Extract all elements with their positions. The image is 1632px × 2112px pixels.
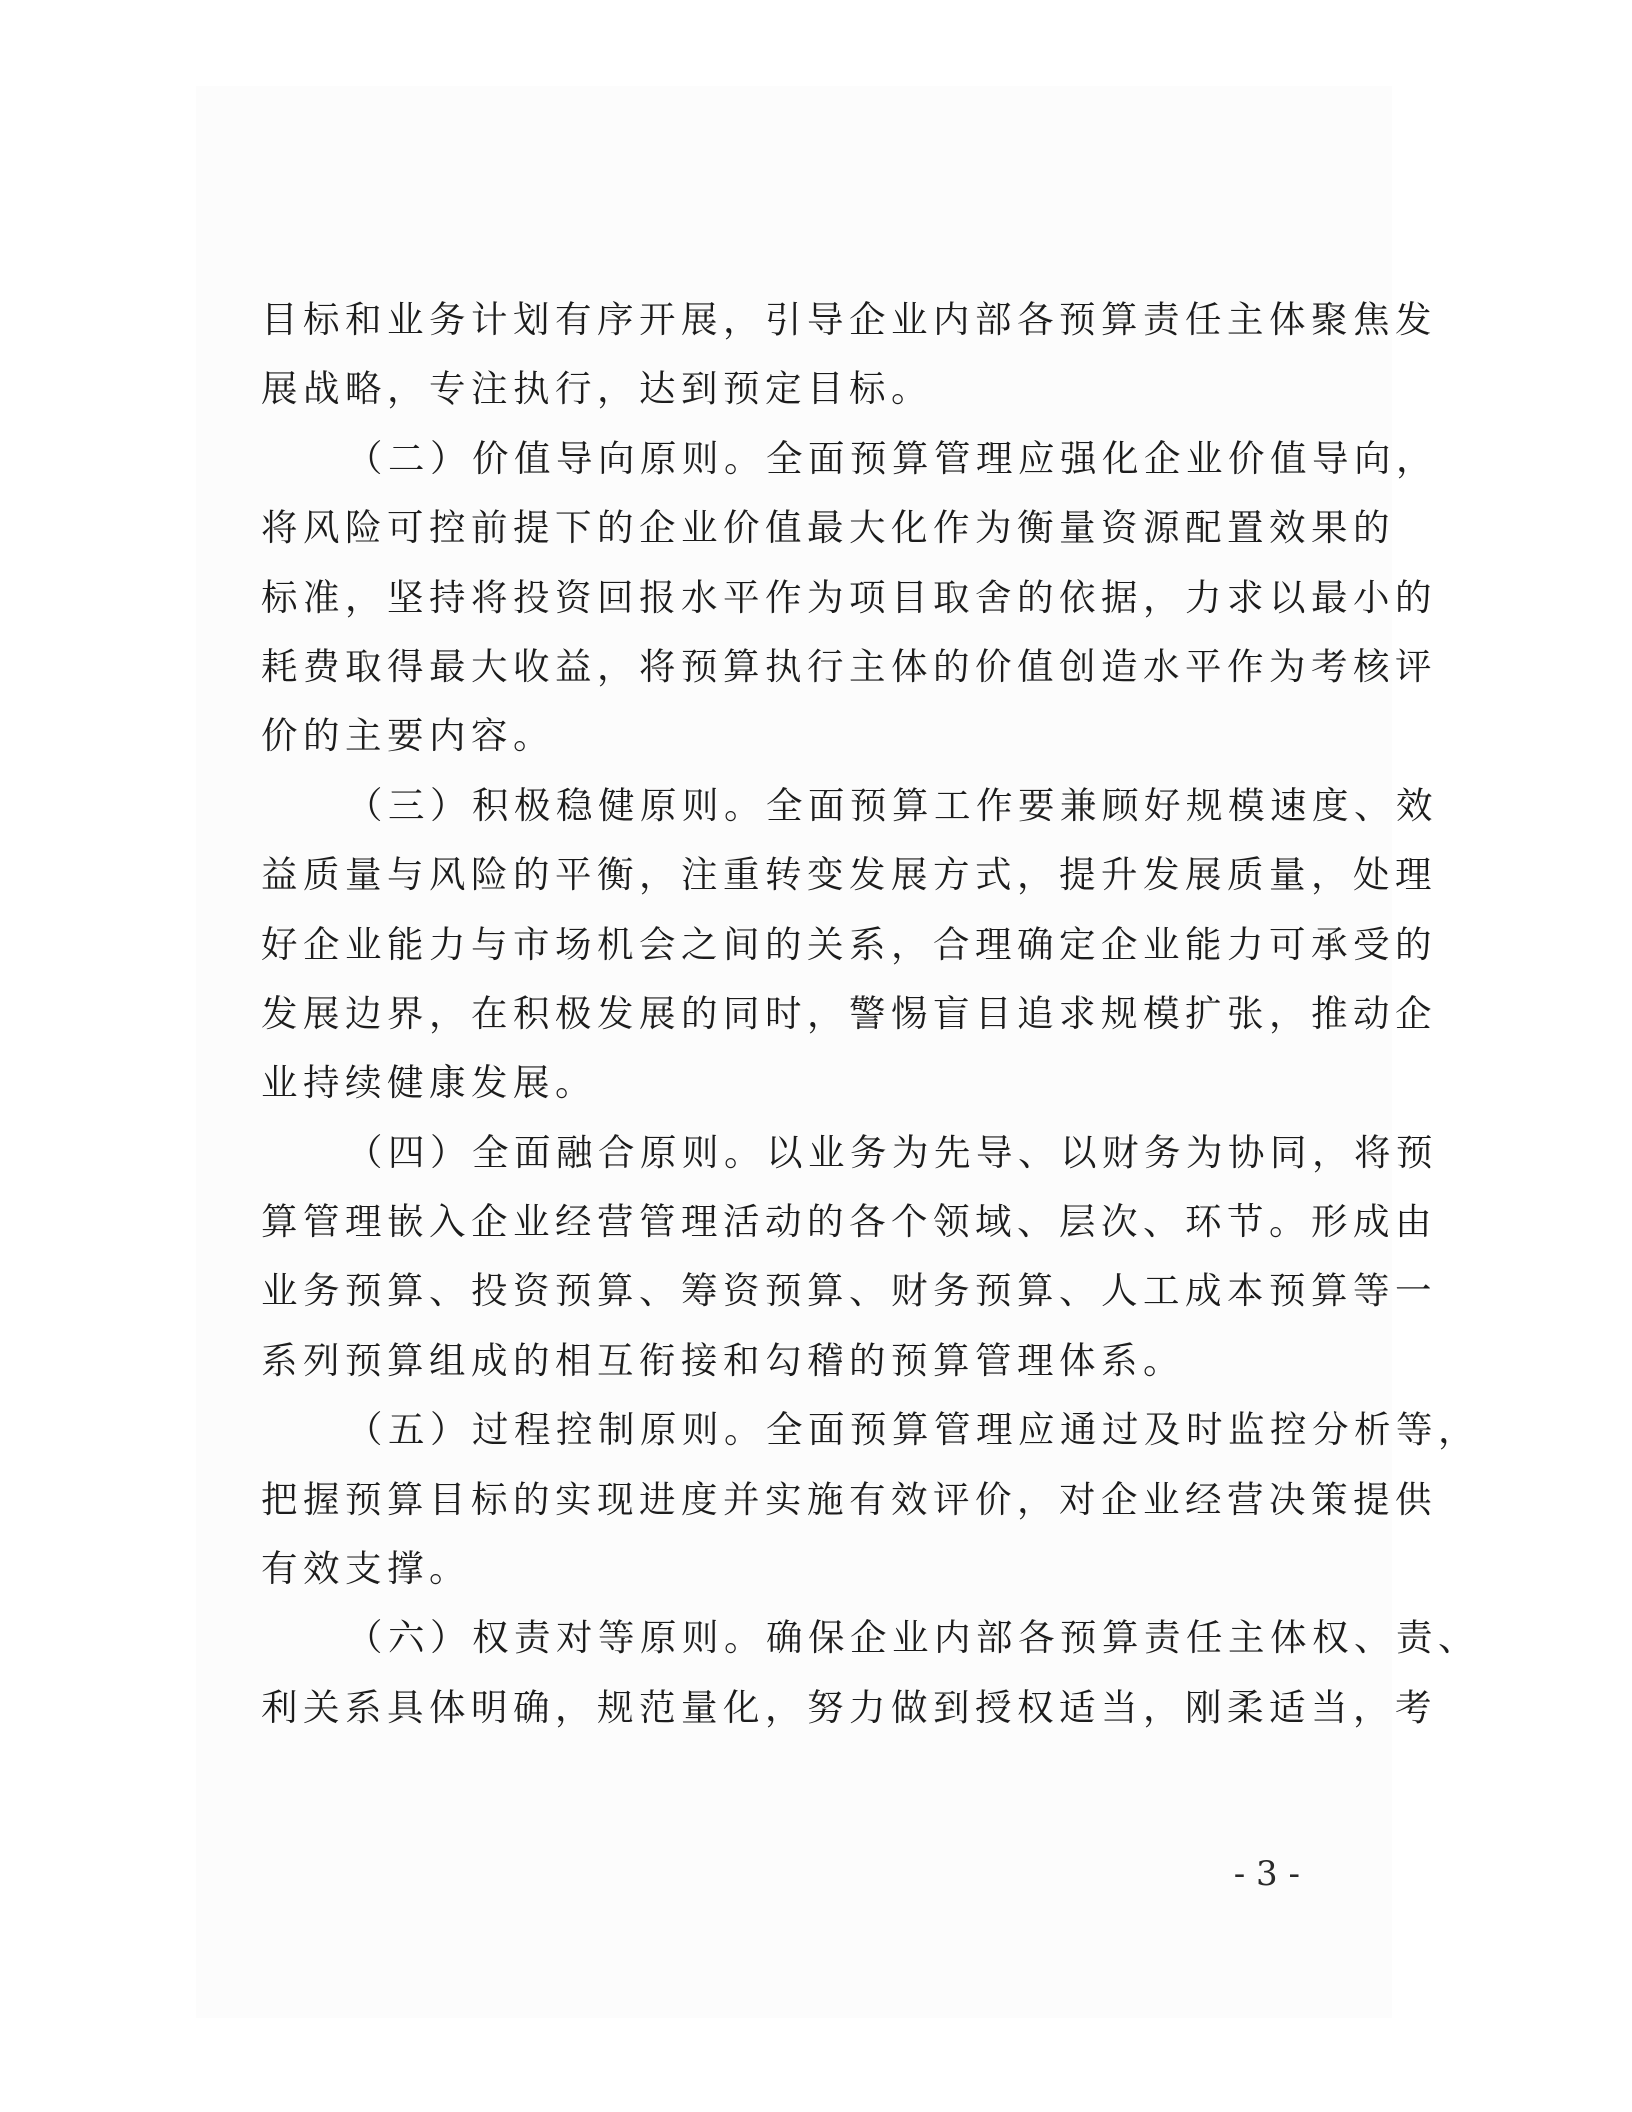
page-number: - 3 - — [1233, 1854, 1300, 1894]
text-line: 益质量与风险的平衡，注重转变发展方式，提升发展质量，处理 — [261, 853, 1437, 897]
text-line: 业务预算、投资预算、筹资预算、财务预算、人工成本预算等一 — [261, 1269, 1437, 1313]
text-line: （三）积极稳健原则。全面预算工作要兼顾好规模速度、效 — [346, 783, 1438, 827]
text-line: （五）过程控制原则。全面预算管理应通过及时监控分析等， — [346, 1408, 1480, 1452]
text-line: 发展边界，在积极发展的同时，警惕盲目追求规模扩张，推动企 — [261, 991, 1437, 1035]
text-line: 将风险可控前提下的企业价值最大化作为衡量资源配置效果的 — [261, 506, 1395, 550]
text-line: （六）权责对等原则。确保企业内部各预算责任主体权、责、 — [346, 1616, 1480, 1660]
text-line: （二）价值导向原则。全面预算管理应强化企业价值导向， — [346, 436, 1438, 480]
text-line: 展战略，专注执行，达到预定目标。 — [261, 367, 933, 411]
text-line: （四）全面融合原则。以业务为先导、以财务为协同，将预 — [346, 1130, 1438, 1174]
text-line: 价的主要内容。 — [261, 714, 555, 758]
body-text — [261, 285, 1480, 1742]
text-line: 系列预算组成的相互衔接和勾稽的预算管理体系。 — [261, 1338, 1185, 1382]
text-line: 耗费取得最大收益，将预算执行主体的价值创造水平作为考核评 — [261, 644, 1437, 688]
text-line: 有效支撑。 — [261, 1547, 471, 1591]
text-line: 标准，坚持将投资回报水平作为项目取舍的依据，力求以最小的 — [261, 575, 1437, 619]
text-line: 目标和业务计划有序开展，引导企业内部各预算责任主体聚焦发 — [261, 298, 1437, 341]
text-line: 好企业能力与市场机会之间的关系，合理确定企业能力可承受的 — [261, 922, 1437, 966]
text-line: 业持续健康发展。 — [261, 1061, 597, 1105]
text-line: 利关系具体明确，规范量化，努力做到授权适当，刚柔适当，考 — [261, 1685, 1437, 1729]
text-line: 把握预算目标的实现进度并实施有效评价，对企业经营决策提供 — [261, 1477, 1437, 1521]
text-line: 算管理嵌入企业经营管理活动的各个领域、层次、环节。形成由 — [261, 1200, 1437, 1244]
